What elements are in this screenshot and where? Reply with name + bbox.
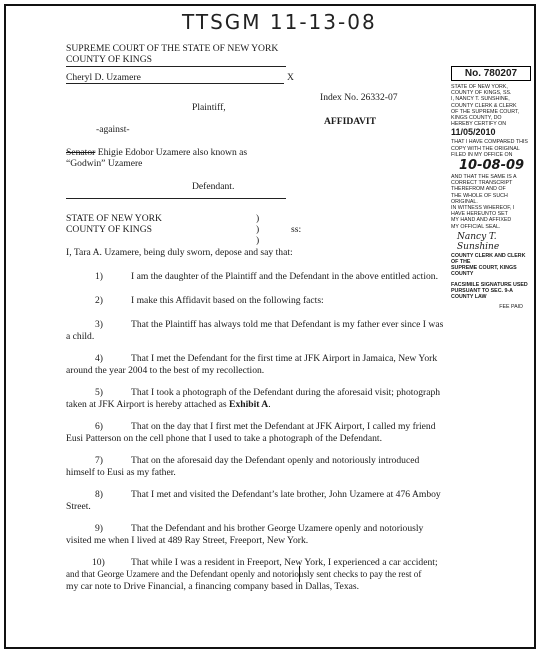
venue-state: STATE OF NEW YORK bbox=[66, 213, 162, 224]
index-number: Index No. 26332-07 bbox=[320, 92, 398, 103]
certification-line: HEREBY CERTIFY ON bbox=[451, 121, 507, 128]
court-county: COUNTY OF KINGS bbox=[66, 54, 152, 65]
certification-line: IN WITNESS WHEREOF, I bbox=[451, 205, 515, 212]
certification-line: MY HAND AND AFFIXED bbox=[451, 217, 512, 224]
paragraph-number: 4) bbox=[95, 353, 103, 364]
certification-line: COUNTY CLERK AND CLERK OF THE bbox=[451, 252, 526, 266]
court-name: SUPREME COURT OF THE STATE OF NEW YORK bbox=[66, 43, 279, 54]
certification-line: THAT I HAVE COMPARED THIS bbox=[451, 139, 528, 146]
venue-paren-2: ) bbox=[256, 224, 260, 235]
paragraph-text: around the year 2004 to the best of my recollection. bbox=[66, 365, 265, 376]
paragraph-text: Street. bbox=[66, 501, 91, 512]
certification-text-block-5 bbox=[451, 282, 533, 301]
paragraph-number: 9) bbox=[95, 523, 103, 534]
caption-x-mark: X bbox=[287, 72, 294, 83]
certification-line: ORIGINAL. bbox=[451, 198, 478, 205]
certification-line: OF THE SUPREME COURT, bbox=[451, 108, 520, 115]
paragraph-number: 8) bbox=[95, 489, 103, 500]
document-type: AFFIDAVIT bbox=[324, 116, 377, 127]
plaintiff-rule bbox=[66, 83, 284, 84]
certification-line: COPY WITH THE ORIGINAL bbox=[451, 145, 520, 152]
venue-county: COUNTY OF KINGS bbox=[66, 224, 152, 235]
defendant-aka: “Godwin” Uzamere bbox=[66, 158, 143, 169]
certification-line: HAVE HEREUNTO SET bbox=[451, 211, 508, 218]
paragraph-text: That the Plaintiff has always told me that Defendant is my father ever since I was bbox=[131, 319, 444, 330]
paragraph-number: 5) bbox=[95, 387, 103, 398]
certification-line: COUNTY OF KINGS, SS. bbox=[451, 90, 512, 97]
certification-line: CORRECT TRANSCRIPT bbox=[451, 180, 513, 187]
ink-mark bbox=[299, 566, 300, 582]
certification-line: STATE OF NEW YORK, bbox=[451, 84, 508, 90]
certification-text-block-1 bbox=[451, 84, 533, 127]
paragraph-text: I am the daughter of the Plaintiff and the Defendant in the above entitled action. bbox=[131, 271, 438, 282]
paragraph-text: a child. bbox=[66, 331, 95, 342]
certification-date: 11/05/2010 bbox=[451, 127, 496, 138]
paragraph-number: 3) bbox=[95, 319, 103, 330]
affidavit-intro: I, Tara A. Uzamere, being duly sworn, depose and say that: bbox=[66, 247, 293, 258]
venue-ss: ss: bbox=[291, 224, 302, 235]
paragraph-number: 1) bbox=[95, 271, 103, 282]
certification-text-block-3 bbox=[451, 174, 533, 230]
paragraph-text: That on the aforesaid day the Defendant openly and notoriously introduced bbox=[131, 455, 420, 466]
certification-line: COUNTY LAW bbox=[451, 294, 487, 301]
clerk-signature: Nancy T. Sunshine bbox=[457, 231, 500, 252]
paragraph-text: Eusi Patterson on the cell phone that I used to take a photograph of the Defendant. bbox=[66, 433, 382, 444]
paragraph-text: That I took a photograph of the Defendant during the aforesaid visit; photograph bbox=[131, 387, 441, 398]
certification-line: COUNTY CLERK & CLERK bbox=[451, 102, 517, 109]
venue-paren-3: ) bbox=[256, 235, 260, 246]
paragraph-text: That I met the Defendant for the first time at JFK Airport in Jamaica, New York bbox=[131, 353, 438, 364]
defendant-name bbox=[66, 147, 247, 158]
certification-text-block-4 bbox=[451, 253, 533, 278]
plaintiff-role: Plaintiff, bbox=[192, 102, 226, 113]
defendant-role: Defendant. bbox=[192, 181, 235, 192]
fee-paid-mark: FEE PAID bbox=[499, 304, 523, 311]
certification-line: AND THAT THE SAME IS A bbox=[451, 174, 517, 181]
handwritten-header: TTSGM 11-13-08 bbox=[182, 10, 377, 34]
certification-line: KINGS COUNTY, DO bbox=[451, 115, 502, 122]
handwritten-filing-date: 10-08-09 bbox=[459, 158, 525, 174]
certification-line: THE WHOLE OF SUCH bbox=[451, 192, 508, 199]
paragraph-text: my car note to Drive Financial, a financing company based in Dallas, Texas. bbox=[66, 581, 360, 592]
paragraph-text: himself to Eusi as my father. bbox=[66, 467, 176, 478]
paragraph-text: I make this Affidavit based on the following facts: bbox=[131, 295, 324, 306]
defendant-struck-title: Senator bbox=[66, 147, 96, 158]
certification-line: FACSIMILE SIGNATURE USED bbox=[451, 281, 528, 288]
paragraph-text-lead: taken at JFK Airport is hereby attached as bbox=[66, 399, 230, 410]
certification-line: THEREFROM AND OF bbox=[451, 186, 506, 193]
paragraph-number: 7) bbox=[95, 455, 103, 466]
certification-text-block-2 bbox=[451, 139, 533, 158]
paragraph-text: visited me when I lived at 489 Ray Street, Freeport, New York. bbox=[66, 535, 309, 546]
certification-line: FILED IN MY OFFICE ON bbox=[451, 151, 513, 158]
paragraph-text: That I met and visited the Defendant’s late brother, John Uzamere at 476 Amboy bbox=[131, 489, 441, 500]
defendant-name-rest: Ehigie Edobor Uzamere also known as bbox=[95, 147, 248, 158]
against-label: -against- bbox=[96, 124, 130, 135]
paragraph-number: 10) bbox=[92, 557, 105, 568]
certification-line: I, NANCY T. SUNSHINE, bbox=[451, 96, 510, 103]
certification-line: SUPREME COURT, KINGS COUNTY bbox=[451, 265, 517, 278]
paragraph-number: 6) bbox=[95, 421, 103, 432]
paragraph-text bbox=[66, 399, 271, 410]
certification-number: No. 780207 bbox=[451, 66, 531, 81]
paragraph-text: That while I was a resident in Freeport, New York, I experienced a car accident; bbox=[131, 557, 438, 568]
certification-line: MY OFFICIAL SEAL. bbox=[451, 223, 501, 230]
paragraph-text: and that George Uzamere and the Defendant openly and notoriously sent checks to pay the rest of bbox=[66, 569, 422, 579]
paragraph-number: 2) bbox=[95, 295, 103, 306]
paragraph-text-end: . bbox=[268, 399, 271, 410]
certification-line: PURSUANT TO SEC. 9-A bbox=[451, 287, 514, 294]
venue-paren-1: ) bbox=[256, 213, 260, 224]
caption-bottom-rule bbox=[66, 198, 286, 199]
exhibit-a-reference: Exhibit A bbox=[229, 399, 269, 410]
caption-top-rule bbox=[66, 66, 286, 67]
affidavit-page bbox=[4, 4, 536, 649]
plaintiff-name: Cheryl D. Uzamere bbox=[66, 72, 141, 83]
paragraph-text: That on the day that I first met the Defendant at JFK Airport, I called my friend bbox=[131, 421, 436, 432]
clerk-certification-stamp bbox=[451, 66, 533, 310]
paragraph-text: That the Defendant and his brother George Uzamere openly and notoriously bbox=[131, 523, 424, 534]
